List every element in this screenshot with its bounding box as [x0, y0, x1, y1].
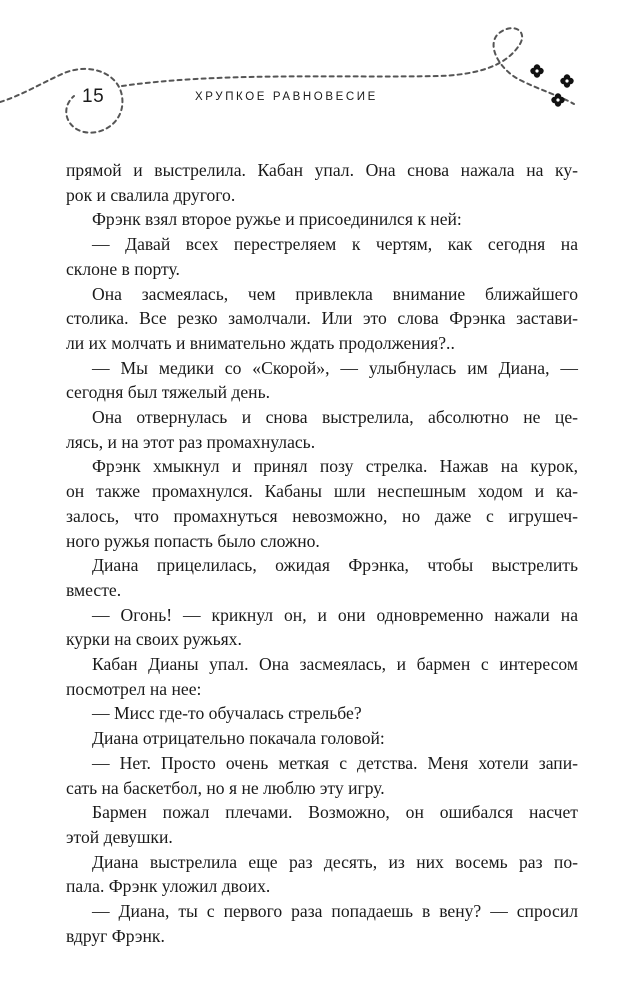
body-text [66, 158, 578, 949]
paragraph [66, 158, 578, 207]
paragraph [66, 800, 578, 849]
header-decoration [0, 0, 644, 150]
paragraph [66, 850, 578, 899]
running-title: ХРУПКОЕ РАВНОВЕСИЕ [195, 91, 378, 103]
text-line: пала. Фрэнк уложил двоих. [66, 876, 271, 897]
flower-icon [560, 74, 573, 87]
text-line: столика. Все резко замолчали. Или это слова Фрэнка застави- [66, 308, 578, 329]
text-line: — Давай всех перестреляем к чертям, как сегодня на [92, 234, 578, 255]
text-line: вместе. [66, 579, 122, 600]
text-line: прямой и выстрелила. Кабан упал. Она снова нажала на ку- [66, 160, 578, 180]
text-line: сегодня был тяжелый день. [66, 382, 271, 403]
flower-icon [530, 64, 543, 77]
text-line: залось, что промахнуться невозможно, но даже с игрушеч- [66, 505, 578, 526]
text-line: — Нет. Просто очень меткая с детства. Меня хотели запи- [92, 752, 578, 773]
paragraph [66, 405, 578, 454]
text-line: Диана прицелилась, ожидая Фрэнка, чтобы выстрелить [92, 555, 578, 576]
text-line: Бармен пожал плечами. Возможно, он ошибался насчет [92, 802, 578, 823]
paragraph [66, 454, 578, 553]
paragraph [66, 356, 578, 405]
paragraph [66, 751, 578, 800]
text-line: рок и свалила другого. [66, 184, 236, 205]
text-line: Фрэнк хмыкнул и принял позу стрелка. Нажав на курок, [92, 456, 578, 477]
text-line: — Мисс где-то обучалась стрельбе? [92, 703, 362, 724]
text-line: вдруг Фрэнк. [66, 925, 165, 946]
page-number: 15 [82, 86, 105, 107]
text-line: Фрэнк взял второе ружье и присоединился к ней: [92, 209, 462, 230]
paragraph [66, 603, 578, 652]
text-line: — Огонь! — крикнул он, и они одновременно нажали на [92, 604, 578, 625]
text-line: Кабан Дианы упал. Она засмеялась, и бармен с интересом [92, 654, 578, 675]
paragraph [66, 701, 578, 726]
paragraph [66, 899, 578, 948]
text-line: он также промахнулся. Кабаны шли неспешным ходом и ка- [66, 481, 578, 502]
text-line: сать на баскетбол, но я не люблю эту игру. [66, 777, 385, 798]
text-line: ли их молчать и внимательно ждать продолжения?.. [66, 332, 455, 353]
text-line: Она отвернулась и снова выстрелила, абсолютно не це- [92, 407, 578, 428]
paragraph [66, 553, 578, 602]
text-line: — Диана, ты с первого раза попадаешь в вену? — спросил [92, 901, 578, 922]
paragraph [66, 726, 578, 751]
text-line: Она засмеялась, чем привлекла внимание ближайшего [92, 283, 578, 304]
text-line: — Мы медики со «Скорой», — улыбнулась им Диана, — [92, 357, 578, 378]
text-line: склоне в порту. [66, 258, 180, 279]
paragraph [66, 282, 578, 356]
text-line: лясь, и на этот раз промахнулась. [66, 431, 316, 452]
text-line: посмотрел на нее: [66, 678, 202, 699]
text-line: ного ружья попасть было сложно. [66, 530, 320, 551]
paragraph [66, 652, 578, 701]
text-line: курки на своих ружьях. [66, 629, 242, 650]
paragraph [66, 232, 578, 281]
text-line: Диана отрицательно покачала головой: [92, 728, 385, 749]
text-line: Диана выстрелила еще раз десять, из них восемь раз по- [92, 851, 578, 872]
paragraph [66, 207, 578, 232]
text-line: этой девушки. [66, 826, 173, 847]
